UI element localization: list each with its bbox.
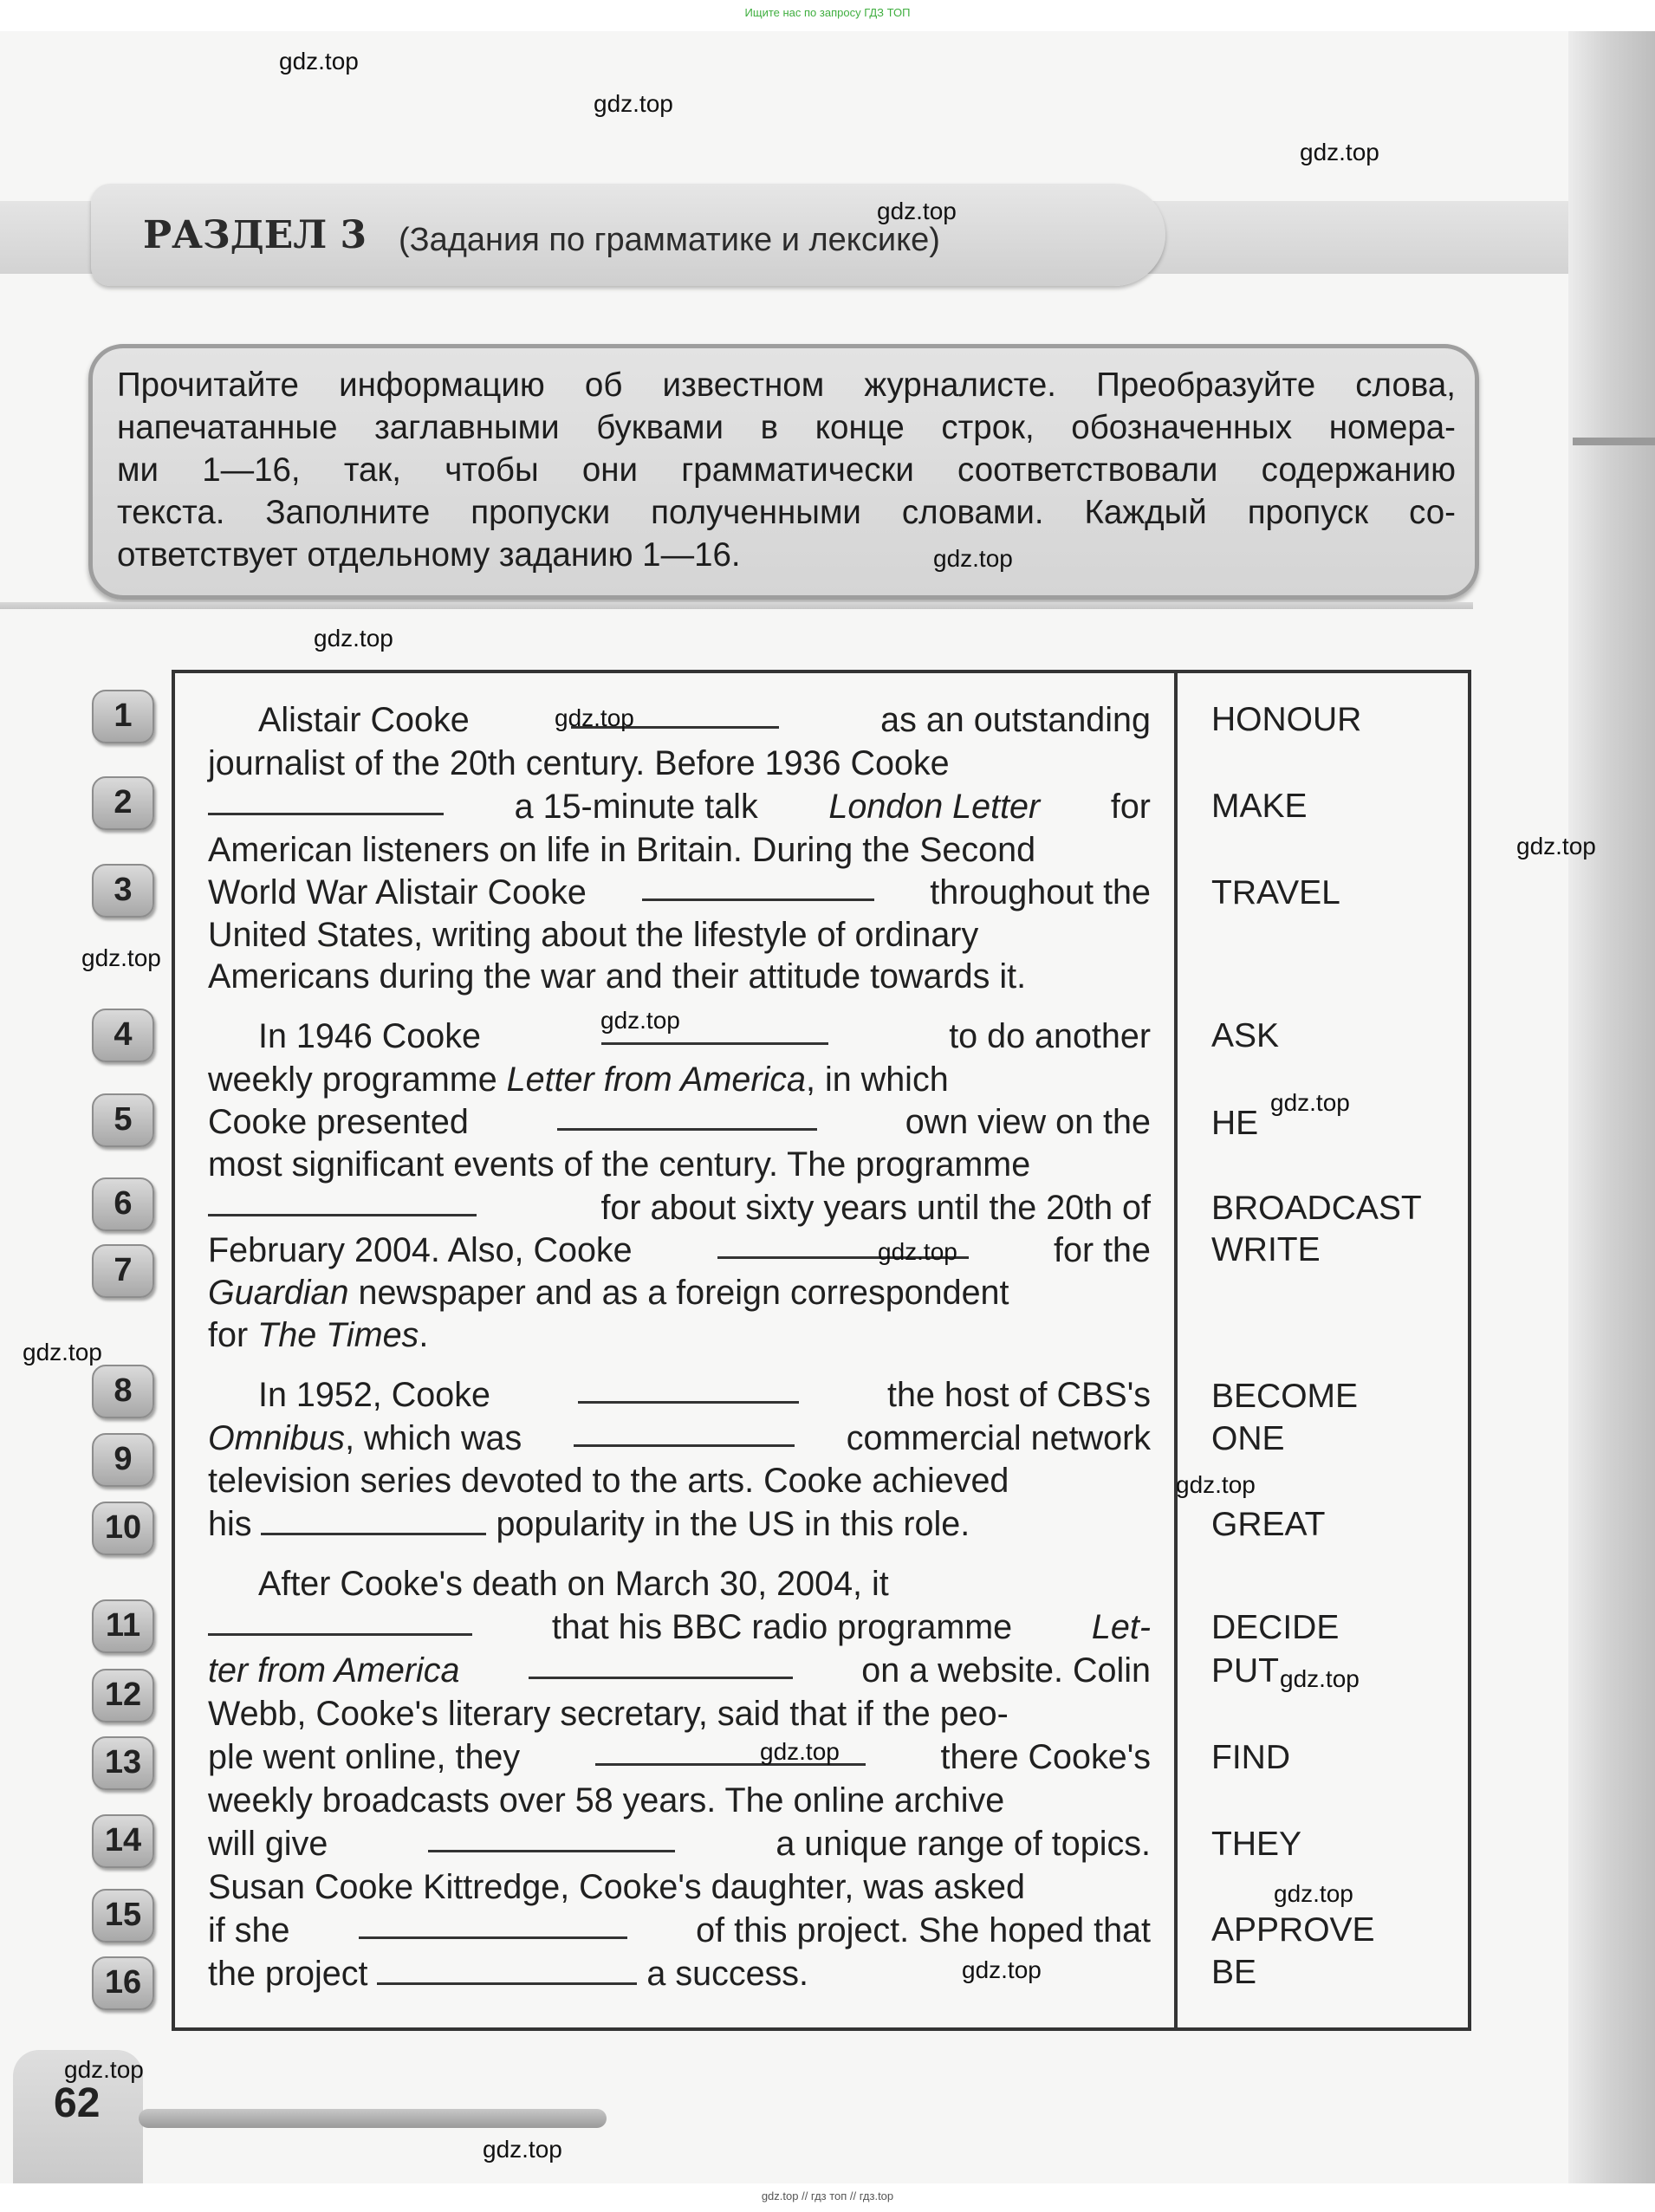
watermark: gdz.top bbox=[1280, 1665, 1360, 1692]
passage-line: weekly broadcasts over 58 years. The online archive bbox=[208, 1781, 1005, 1820]
answer-blank-8[interactable] bbox=[578, 1375, 799, 1404]
keyword: FIND bbox=[1211, 1739, 1290, 1776]
keyword: DECIDE bbox=[1211, 1609, 1340, 1646]
answer-blank-9[interactable] bbox=[574, 1418, 795, 1447]
instruction-line: ми 1—16, так, чтобы они грамматически соответствовали содержанию bbox=[117, 451, 1456, 489]
passage-line: Americans during the war and their attitude towards it. bbox=[208, 957, 1027, 996]
task-number: 8 bbox=[92, 1365, 154, 1418]
passage-line: will give a unique range of topics. bbox=[208, 1825, 1151, 1863]
answer-blank-5[interactable] bbox=[557, 1102, 817, 1131]
passage-line: for about sixty years until the 20th of bbox=[208, 1188, 1151, 1228]
watermark: gdz.top bbox=[314, 625, 393, 652]
passage-line: his popularity in the US in this role. bbox=[208, 1505, 970, 1543]
watermark: gdz.top bbox=[933, 545, 1013, 572]
task-number: 10 bbox=[92, 1502, 154, 1555]
column-divider bbox=[1174, 670, 1178, 2031]
passage-line: Alistair Cooke as an outstanding bbox=[258, 701, 1151, 739]
passage-line: for The Times. bbox=[208, 1316, 429, 1354]
passage-line: Susan Cooke Kittredge, Cooke's daughter, was asked bbox=[208, 1868, 1025, 1906]
task-number: 16 bbox=[92, 1956, 154, 2010]
passage-line: ple went online, they there Cooke's bbox=[208, 1738, 1151, 1776]
task-number: 15 bbox=[92, 1889, 154, 1943]
keyword: BECOME bbox=[1211, 1378, 1359, 1415]
section-header bbox=[91, 184, 1165, 286]
passage-line: Omnibus, which was commercial network bbox=[208, 1419, 1151, 1457]
task-number: 12 bbox=[92, 1669, 154, 1722]
page-number: 62 bbox=[54, 2080, 101, 2126]
section-title: РАЗДЕЛ 3 bbox=[143, 213, 367, 257]
watermark: gdz.top bbox=[962, 1956, 1042, 1983]
passage-line: United States, writing about the lifestyle of ordinary bbox=[208, 916, 979, 954]
task-number: 7 bbox=[92, 1244, 154, 1298]
task-number: 6 bbox=[92, 1177, 154, 1231]
keyword: HE bbox=[1211, 1105, 1259, 1142]
watermark: gdz.top bbox=[1274, 1880, 1353, 1907]
passage-line: that his BBC radio programme Let- bbox=[208, 1607, 1151, 1647]
keyword: ASK bbox=[1211, 1017, 1280, 1054]
passage-line: if she of this project. She hoped that bbox=[208, 1911, 1151, 1949]
watermark: gdz.top bbox=[64, 2056, 144, 2083]
watermark: gdz.top bbox=[1176, 1471, 1256, 1498]
task-number: 4 bbox=[92, 1009, 154, 1062]
top-banner[interactable]: Ищите нас по запросу ГДЗ ТОП bbox=[0, 0, 1655, 31]
passage-line: American listeners on life in Britain. During the Second bbox=[208, 831, 1036, 869]
passage-line: a 15-minute talk London Letter for bbox=[208, 787, 1151, 827]
task-number: 2 bbox=[92, 776, 154, 830]
passage-line: the project a success. bbox=[208, 1955, 809, 1993]
watermark: gdz.top bbox=[594, 90, 673, 117]
watermark: gdz.top bbox=[555, 704, 634, 731]
watermark: gdz.top bbox=[1300, 139, 1379, 165]
passage-line: most significant events of the century. The programme bbox=[208, 1145, 1031, 1184]
keyword: HONOUR bbox=[1211, 701, 1362, 738]
answer-blank-10[interactable] bbox=[261, 1507, 486, 1535]
passage-line: Webb, Cooke's literary secretary, said that if the peo- bbox=[208, 1695, 1009, 1733]
answer-blank-14[interactable] bbox=[428, 1824, 675, 1852]
instruction-text bbox=[117, 364, 1456, 576]
keyword: BROADCAST bbox=[1211, 1190, 1422, 1227]
watermark: gdz.top bbox=[81, 944, 161, 971]
keyword: BE bbox=[1211, 1954, 1257, 1991]
instruction-line: ответствует отдельному заданию 1—16. bbox=[117, 536, 741, 574]
task-number: 9 bbox=[92, 1433, 154, 1487]
watermark: gdz.top bbox=[1270, 1089, 1350, 1116]
watermark: gdz.top bbox=[483, 2136, 562, 2163]
divider bbox=[0, 602, 1473, 609]
task-number: 14 bbox=[92, 1814, 154, 1868]
passage-line: Cooke presented own view on the bbox=[208, 1103, 1151, 1141]
instruction-line: напечатанные заглавными буквами в конце строк, обозначенных номера- bbox=[117, 409, 1456, 446]
keyword: PUT bbox=[1211, 1652, 1279, 1690]
keyword: WRITE bbox=[1211, 1231, 1321, 1268]
bottom-banner[interactable]: gdz.top // гдз топ // гдз.top bbox=[0, 2183, 1655, 2212]
watermark: gdz.top bbox=[760, 1738, 840, 1765]
passage-line: World War Alistair Cooke throughout the bbox=[208, 873, 1151, 911]
instruction-box bbox=[88, 344, 1479, 600]
passage-line: February 2004. Also, Cooke for the bbox=[208, 1231, 1151, 1269]
keyword: TRAVEL bbox=[1211, 874, 1340, 911]
task-number: 13 bbox=[92, 1736, 154, 1790]
instruction-line: текста. Заполните пропуски полученными словами. Каждый пропуск со- bbox=[117, 494, 1456, 531]
answer-blank-12[interactable] bbox=[529, 1651, 793, 1679]
keyword: ONE bbox=[1211, 1420, 1285, 1457]
watermark: gdz.top bbox=[878, 1238, 957, 1265]
passage-line: weekly programme Letter from America, in which bbox=[208, 1061, 949, 1099]
passage-line: journalist of the 20th century. Before 1936 Cooke bbox=[208, 744, 950, 782]
answer-blank-16[interactable] bbox=[377, 1956, 637, 1985]
task-number: 1 bbox=[92, 690, 154, 743]
passage-line: In 1946 Cooke to do another bbox=[258, 1017, 1151, 1055]
keyword: MAKE bbox=[1211, 788, 1308, 825]
keyword: GREAT bbox=[1211, 1506, 1326, 1543]
answer-blank-6[interactable] bbox=[208, 1188, 477, 1216]
keyword: APPROVE bbox=[1211, 1911, 1375, 1949]
answer-blank-3[interactable] bbox=[642, 872, 874, 901]
section-subtitle: (Задания по грамматике и лексике) bbox=[399, 222, 940, 258]
passage-line: Guardian newspaper and as a foreign correspondent bbox=[208, 1274, 1009, 1312]
watermark: gdz.top bbox=[877, 198, 957, 224]
watermark: gdz.top bbox=[23, 1339, 102, 1365]
keyword: THEY bbox=[1211, 1826, 1302, 1863]
watermark: gdz.top bbox=[1516, 833, 1596, 860]
page-fold-shadow bbox=[1568, 0, 1655, 2212]
answer-blank-11[interactable] bbox=[208, 1607, 472, 1636]
task-number: 5 bbox=[92, 1093, 154, 1147]
watermark: gdz.top bbox=[279, 48, 359, 75]
instruction-line: Прочитайте информацию об известном журналисте. Преобразуйте слова, bbox=[117, 367, 1456, 404]
passage-line: ter from America on a website. Colin bbox=[208, 1651, 1151, 1690]
passage-line: In 1952, Cooke the host of CBS's bbox=[258, 1376, 1151, 1414]
answer-blank-2[interactable] bbox=[208, 787, 444, 815]
passage-line: After Cooke's death on March 30, 2004, it bbox=[258, 1565, 889, 1603]
edge-line bbox=[1573, 438, 1655, 445]
watermark: gdz.top bbox=[600, 1007, 680, 1034]
answer-blank-15[interactable] bbox=[359, 1910, 627, 1939]
footer-line bbox=[139, 2109, 607, 2128]
task-number: 3 bbox=[92, 864, 154, 918]
task-number: 11 bbox=[92, 1599, 154, 1653]
passage-line: television series devoted to the arts. Cooke achieved bbox=[208, 1462, 1009, 1500]
